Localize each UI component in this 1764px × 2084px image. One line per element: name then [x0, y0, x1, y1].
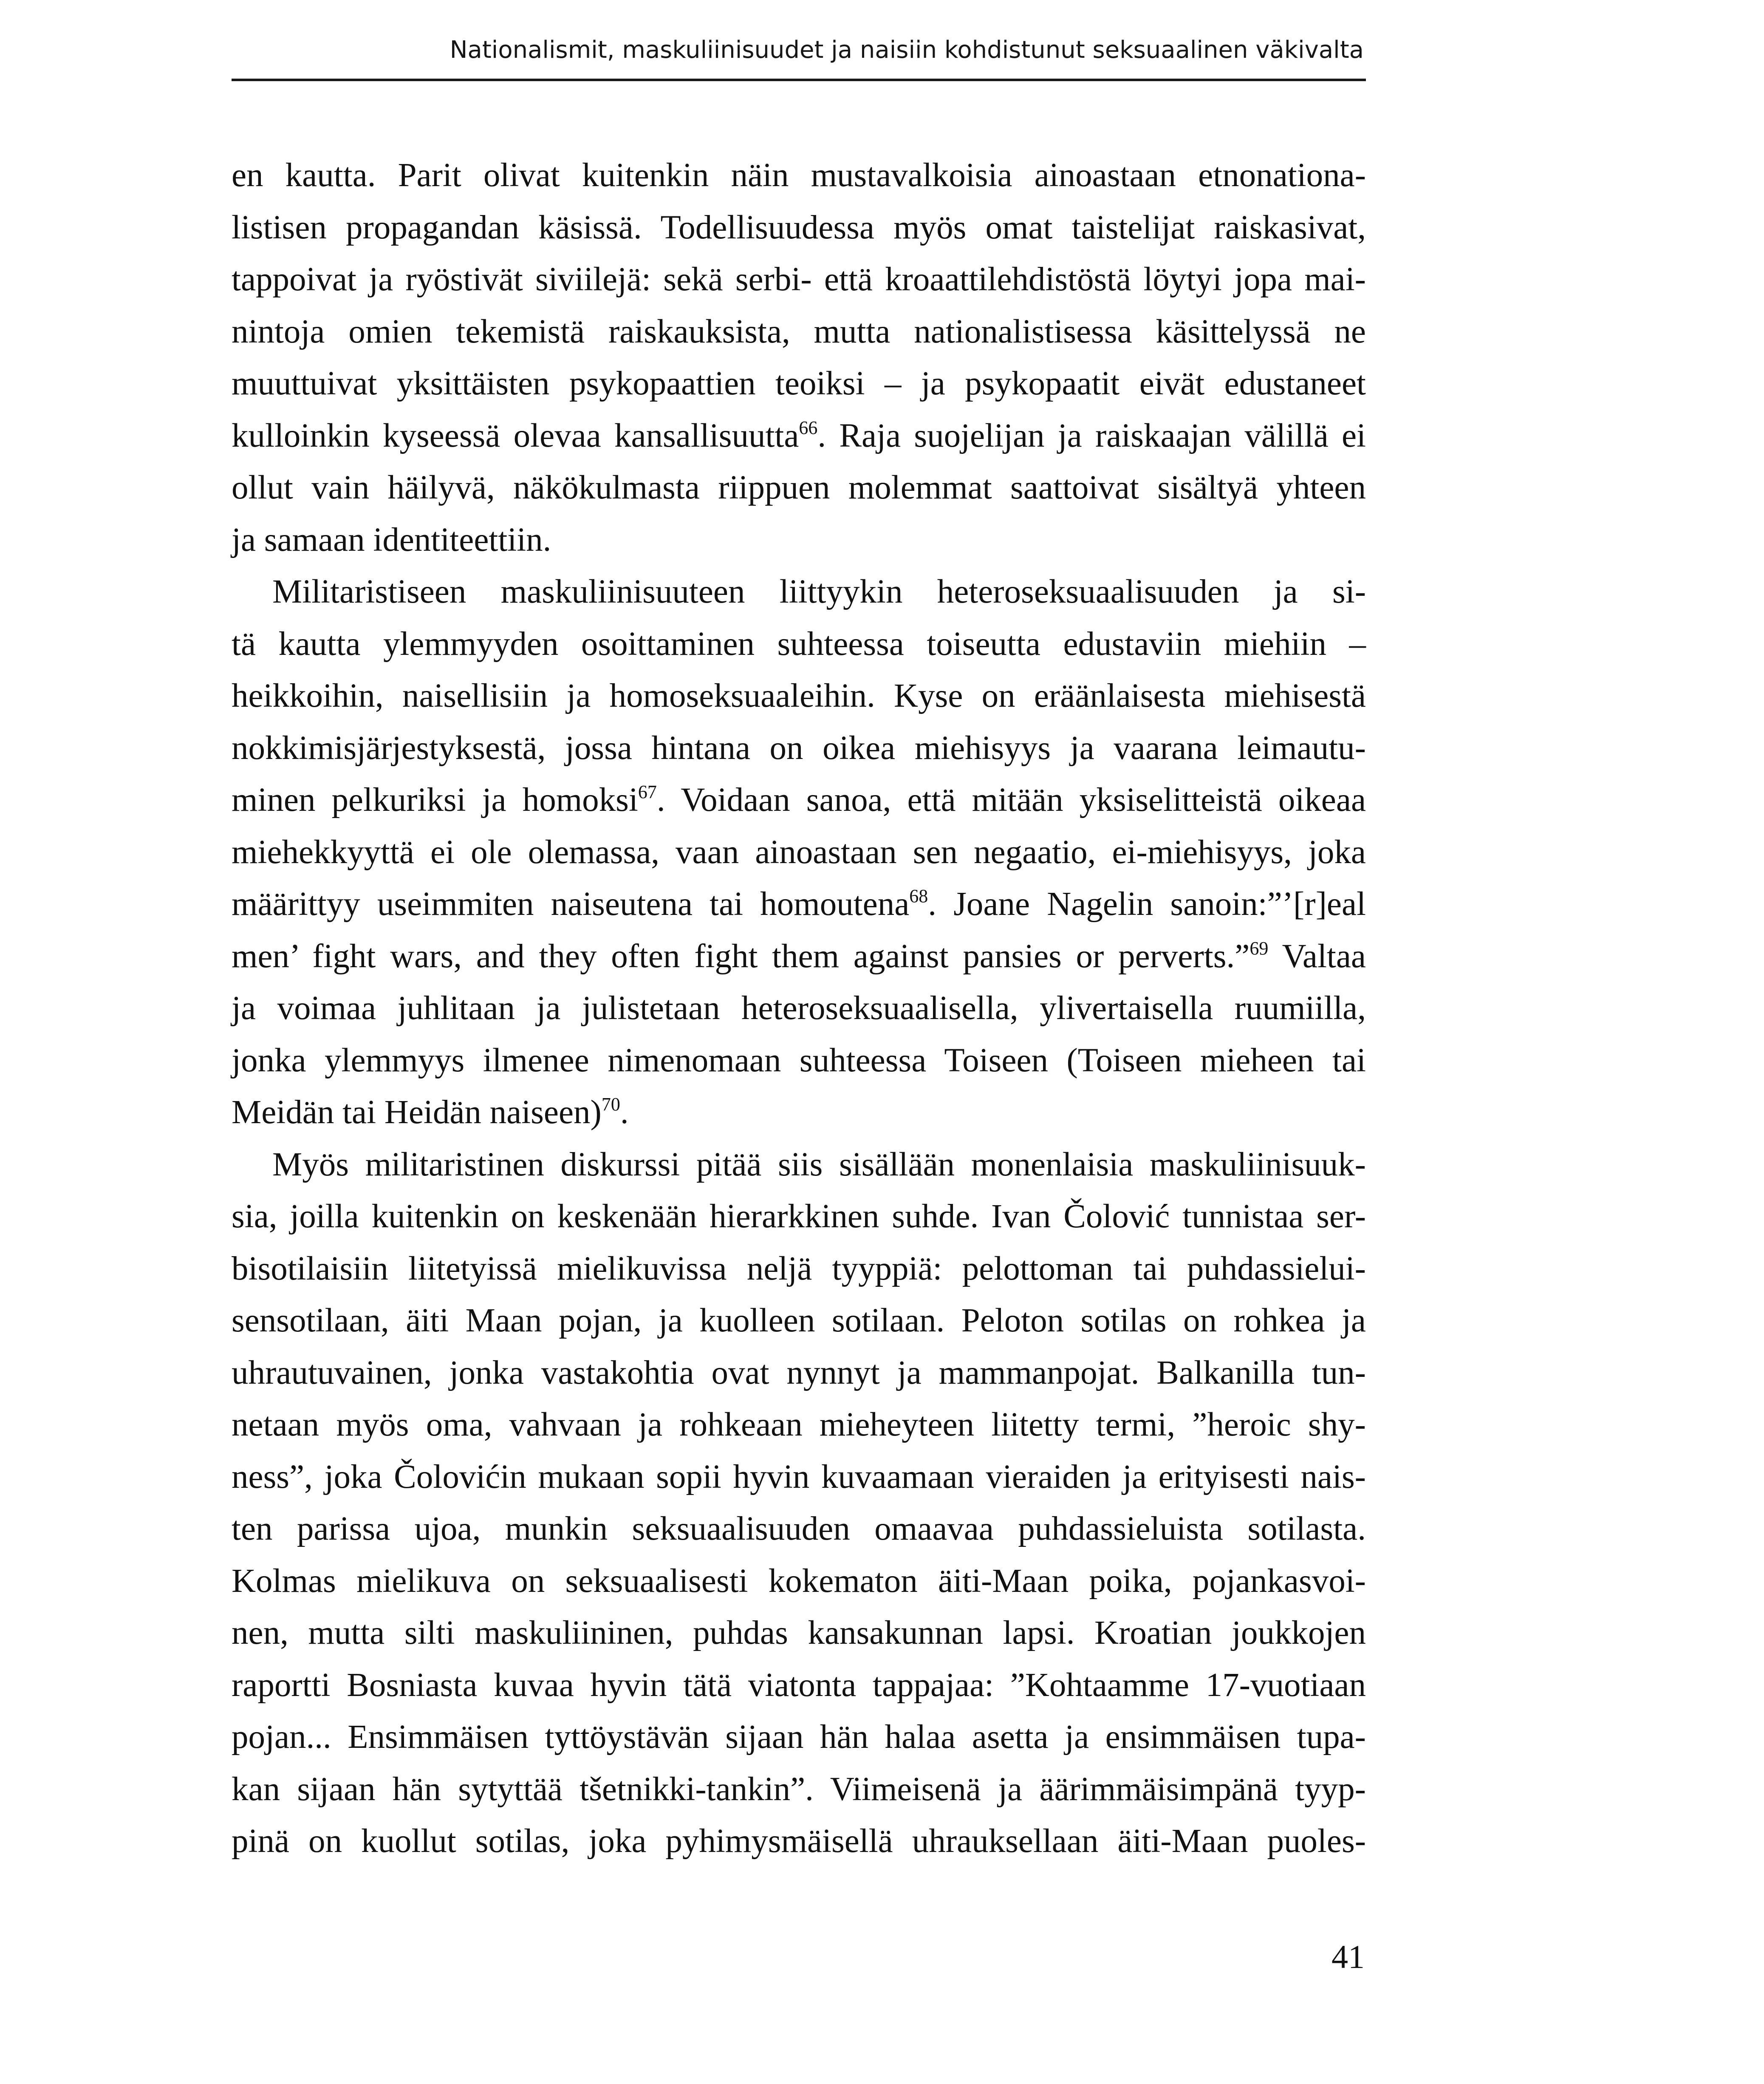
text-line: pinä on kuollut sotilas, joka pyhimysmäisellä uhrauksellaan äiti-Maan puoles- [232, 1823, 1366, 1860]
text-line: ten parissa ujoa, munkin seksuaalisuuden omaavaa puhdassieluista sotilasta. [232, 1510, 1366, 1547]
text-line: uhrautuvainen, jonka vastakohtia ovat nynnyt ja mammanpojat. Balkanilla tun- [232, 1354, 1366, 1391]
text-line: tappoivat ja ryöstivät siviilejä: sekä serbi- että kroaattilehdistöstä löytyi jopa mai- [232, 261, 1366, 298]
text-line: nintoja omien tekemistä raiskauksista, mutta nationalistisessa käsittelyssä ne [232, 313, 1366, 350]
footnote-ref: 67 [638, 782, 657, 802]
text-fragment: Valtaa [1268, 937, 1366, 975]
text-line [232, 1087, 1366, 1139]
footnote-ref: 66 [799, 417, 818, 438]
text-line: muuttuivat yksittäisten psykopaattien teoiksi – ja psykopaatit eivät edustaneet [232, 365, 1366, 402]
footnote-ref: 68 [909, 886, 928, 906]
text-line: netaan myös oma, vahvaan ja rohkeaan mieheyteen liitetty termi, ”heroic shy- [232, 1406, 1366, 1443]
text-line: Kolmas mielikuva on seksuaalisesti kokematon äiti-Maan poika, pojankasvoi- [232, 1562, 1366, 1600]
text-fragment: . [620, 1094, 629, 1131]
paragraph-1 [232, 150, 1366, 566]
text-line: nen, mutta silti maskuliininen, puhdas kansakunnan lapsi. Kroatian joukkojen [232, 1614, 1366, 1651]
text-line: ja voimaa juhlitaan ja julistetaan heteroseksuaalisella, ylivertaisella ruumiilla, [232, 990, 1366, 1027]
text-fragment: kulloinkin kyseessä olevaa kansallisuutta [232, 417, 799, 454]
paragraph-2 [232, 566, 1366, 1139]
text-fragment: . Raja suojelijan ja raiskaajan välillä ei [817, 417, 1366, 454]
text-line [232, 410, 1366, 462]
paragraph-3 [232, 1139, 1366, 1868]
text-line: heikkoihin, naisellisiin ja homoseksuaaleihin. Kyse on eräänlaisesta miehisestä [232, 677, 1366, 714]
text-fragment: . Voidaan sanoa, että mitään yksiselitteistä oikeaa [656, 782, 1366, 818]
header-rule [232, 79, 1366, 81]
text-line: en kautta. Parit olivat kuitenkin näin mustavalkoisia ainoastaan etnonationa- [232, 157, 1366, 194]
text-line: pojan... Ensimmäisen tyttöystävän sijaan hän halaa asetta ja ensimmäisen tupa- [232, 1719, 1366, 1756]
text-line: miehekkyyttä ei ole olemassa, vaan ainoastaan sen negaatio, ei-miehisyys, joka [232, 833, 1366, 871]
text-line [232, 878, 1366, 931]
footnote-ref: 70 [601, 1094, 620, 1115]
text-line [232, 931, 1366, 983]
text-line: raportti Bosniasta kuvaa hyvin tätä viatonta tappajaa: ”Kohtaamme 17-vuotiaan [232, 1666, 1366, 1704]
page-number: 41 [1331, 1938, 1365, 1975]
text-line: ja samaan identiteettiin. [232, 521, 551, 558]
text-line: jonka ylemmyys ilmenee nimenomaan suhteessa Toiseen (Toiseen mieheen tai [232, 1042, 1366, 1079]
text-line: tä kautta ylemmyyden osoittaminen suhteessa toiseutta edustaviin miehiin – [232, 625, 1366, 663]
text-line [232, 774, 1366, 827]
running-header: Nationalismit, maskuliinisuudet ja naisiin kohdistunut seksuaalinen väkivalta [449, 36, 1364, 64]
text-fragment: minen pelkuriksi ja homoksi [232, 782, 638, 818]
text-fragment: . Joane Nagelin sanoin:”’[r]eal [928, 886, 1366, 923]
text-line: Myös militaristinen diskurssi pitää siis sisällään monenlaisia maskuliinisuuk- [272, 1146, 1366, 1183]
text-line: Militaristiseen maskuliinisuuteen liittyykin heteroseksuaalisuuden ja si- [272, 573, 1366, 610]
text-line: sia, joilla kuitenkin on keskenään hierarkkinen suhde. Ivan Čolović tunnistaa ser- [232, 1198, 1366, 1235]
text-line: ness”, joka Čolovićin mukaan sopii hyvin kuvaamaan vieraiden ja erityisesti nais- [232, 1458, 1366, 1495]
text-fragment: määrittyy useimmiten naiseutena tai homoutena [232, 886, 910, 923]
text-line: nokkimisjärjestyksestä, jossa hintana on oikea miehisyys ja vaarana leimautu- [232, 729, 1366, 767]
body-text [232, 150, 1366, 1868]
text-line: ollut vain häilyvä, näkökulmasta riippuen molemmat saattoivat sisältyä yhteen [232, 469, 1366, 506]
text-line: kan sijaan hän sytyttää tšetnikki-tankin”. Viimeisenä ja äärimmäisimpänä tyyp- [232, 1770, 1366, 1808]
text-fragment: men’ fight wars, and they often fight them against pansies or perverts.” [232, 937, 1250, 975]
text-fragment: Meidän tai Heidän naiseen) [232, 1094, 602, 1131]
text-line: bisotilaisiin liitetyissä mielikuvissa neljä tyyppiä: pelottoman tai puhdassielui- [232, 1250, 1366, 1287]
footnote-ref: 69 [1250, 937, 1269, 959]
text-line: listisen propagandan käsissä. Todellisuudessa myös omat taistelijat raiskasivat, [232, 209, 1366, 246]
text-line: sensotilaan, äiti Maan pojan, ja kuolleen sotilaan. Peloton sotilas on rohkea ja [232, 1302, 1366, 1339]
